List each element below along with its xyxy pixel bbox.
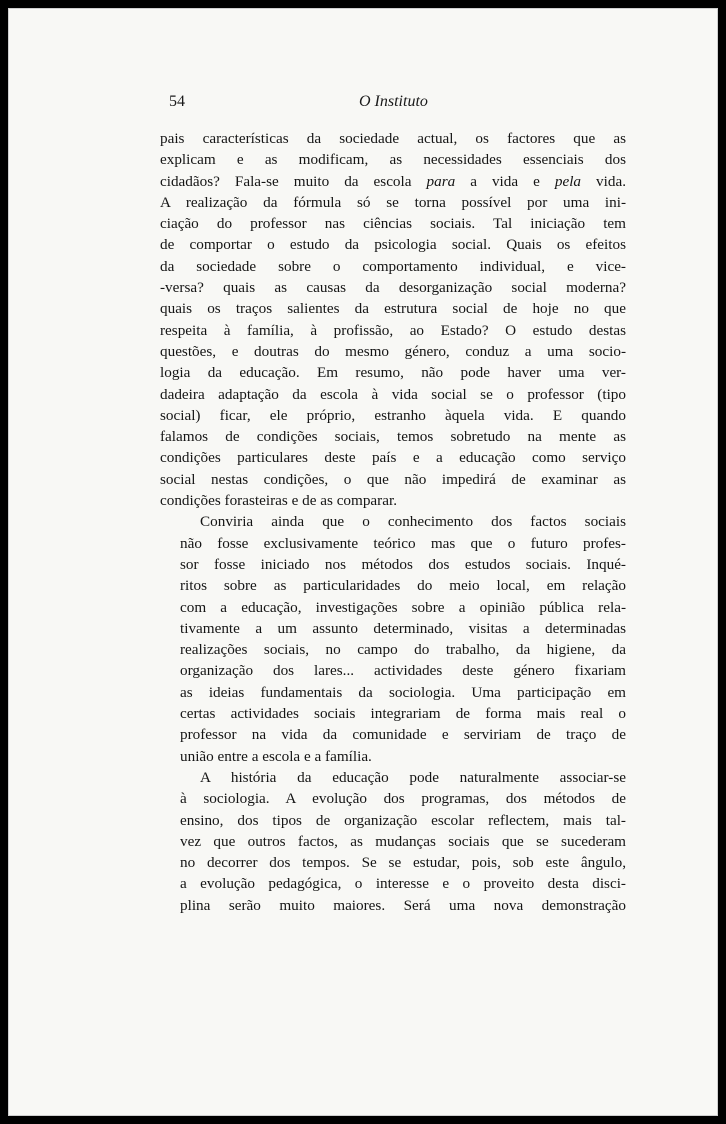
text-line: condições particulares deste país e a educação como serviço [160,449,626,467]
text-line: -versa? quais as causas da desorganização social moderna? [160,279,626,297]
text-line: realizações sociais, no campo do trabalho, da higiene, da [180,641,626,659]
running-header [169,93,635,115]
text-line: condições forasteiras e de as comparar. [160,492,397,510]
text-line: logia da educação. Em resumo, não pode haver uma ver- [160,364,626,382]
text-line: social) ficar, ele próprio, estranho àquela vida. E quando [160,406,626,424]
text-line: vez que outros factos, as mudanças sociais que se sucederam [180,832,626,850]
text-line: falamos de condições sociais, temos sobretudo na mente as [160,428,626,446]
text-line: respeita à família, à profissão, ao Estado? O estudo destas [160,321,626,339]
text-line: A realização da fórmula só se torna possível por uma ini- [160,193,626,211]
text-line: organização dos lares... actividades deste género fixariam [180,662,626,680]
paragraph-1 [160,128,626,511]
text-line: ritos sobre as particularidades do meio local, em relação [180,577,626,595]
text-line: as ideias fundamentais da sociologia. Uma participação em [180,683,626,701]
text-line: explicam e as modificam, as necessidades essenciais dos [160,151,626,169]
text-line: da sociedade sobre o comportamento individual, e vice- [160,257,626,275]
text-line: não fosse exclusivamente teórico mas que o futuro profes- [180,534,626,552]
text-line: cidadãos? Fala-se muito da escola para a vida e pela vida. [160,172,626,190]
text-line: tivamente a um assunto determinado, visitas a determinadas [180,619,626,637]
running-title: O Instituto [359,93,428,110]
text-line: questões, e doutras do mesmo género, conduz a uma socio- [160,342,626,360]
text-line: certas actividades sociais integrariam de forma mais real o [180,705,626,723]
text-line: ensino, dos tipos de organização escolar reflectem, mais tal- [180,811,626,829]
text-line: união entre a escola e a família. [180,747,372,765]
text-line: ciação do professor nas ciências sociais. Tal iniciação tem [160,215,626,233]
text-line: plina serão muito maiores. Será uma nova demonstração [180,896,626,914]
text-line: a evolução pedagógica, o interesse e o proveito desta disci- [180,875,626,893]
text-line: dadeira adaptação da escola à vida social se o professor (tipo [160,385,626,403]
text-line: com a educação, investigações sobre a opinião pública rela- [180,598,626,616]
body-text [160,128,626,916]
text-line: no decorrer dos tempos. Se se estudar, pois, sob este ângulo, [180,854,626,872]
text-line: à sociologia. A evolução dos programas, dos métodos de [180,790,626,808]
text-line: quais os traços salientes da estrutura social de hoje no que [160,300,626,318]
page-number: 54 [169,93,185,110]
text-line: sor fosse iniciado nos métodos dos estudos sociais. Inqué- [180,555,626,573]
paragraph-2 [160,511,626,767]
text-line: A história da educação pode naturalmente associar-se [200,768,626,786]
emphasis: pela [554,172,582,190]
text-line: social nestas condições, o que não impedirá de examinar as [160,470,626,488]
text-line: pais características da sociedade actual, os factores que as [160,130,626,147]
emphasis: para [426,172,456,190]
text-line: de comportar o estudo da psicologia social. Quais os efeitos [160,236,626,254]
text-line: professor na vida da comunidade e serviriam de traço de [180,726,626,744]
paragraph-3 [160,767,626,916]
text-line: Conviria ainda que o conhecimento dos factos sociais [200,513,626,531]
